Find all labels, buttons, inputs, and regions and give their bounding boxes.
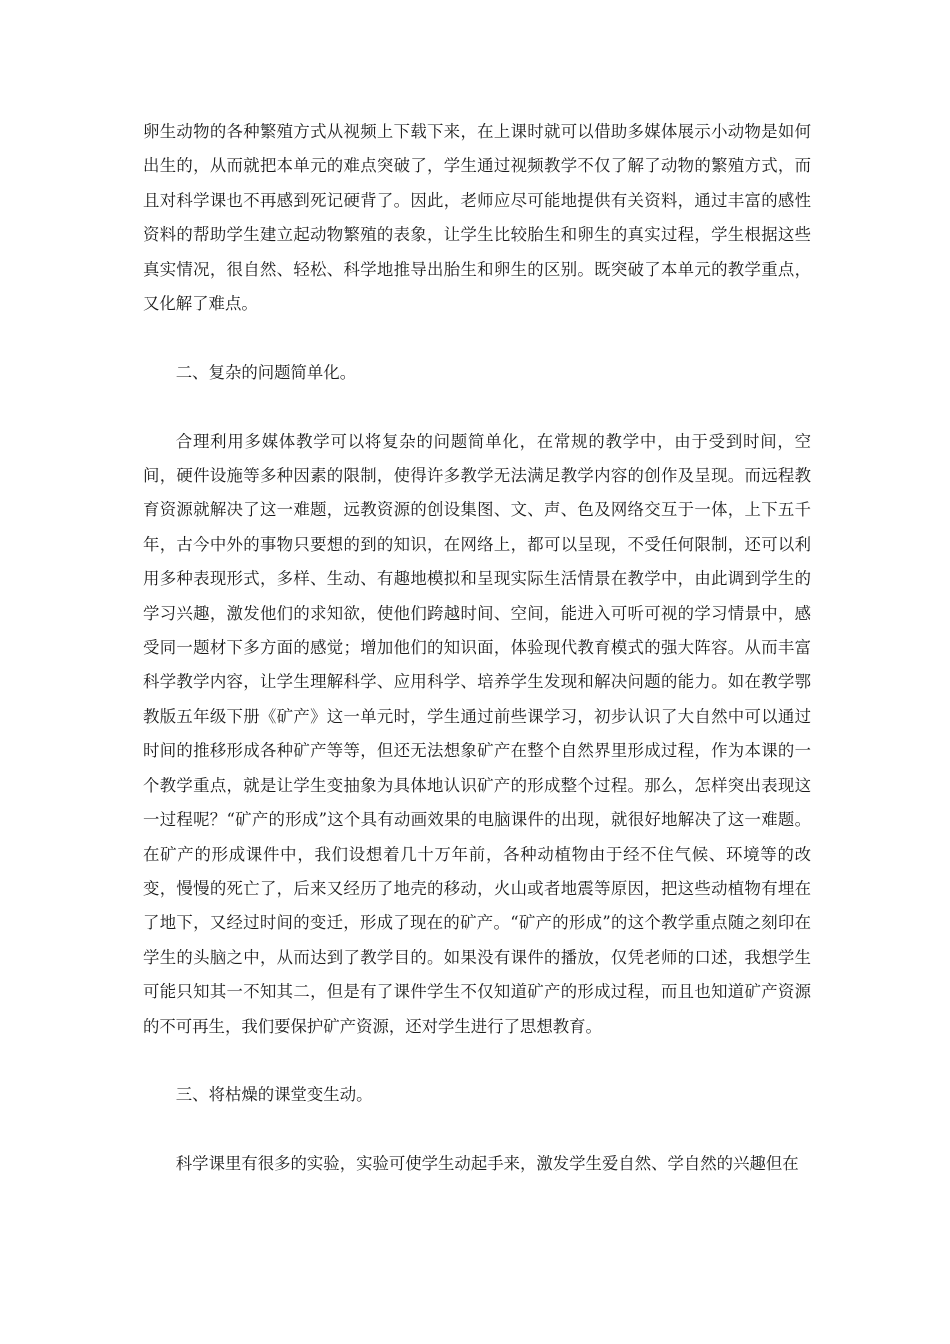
paragraph-section-2: 合理利用多媒体教学可以将复杂的问题简单化，在常规的教学中，由于受到时间，空间，硬件设施等多种因素的限制，使得许多教学无法满足教学内容的创作及呈现。而远程教育资源就解决了这一难题，远教资源的创设集图、文、声、色及网络交互于一体，上下五千年，古今中外的事物只要想的到的知识，在网络上，都可以呈现，不受任何限制，还可以利用多种表现形式，多样、生动、有趣地模拟和呈现实际生活情景在教学中，由此调到学生的学习兴趣，激发他们的求知欲，使他们跨越时间、空间，能进入可听可视的学习情景中，感受同一题材下多方面的感觉；增加他们的知识面，体验现代教育模式的强大阵容。从而丰富科学教学内容，让学生理解科学、应用科学、培养学生发现和解决问题的能力。如在教学鄂教版五年级下册《矿产》这一单元时，学生通过前些课学习，初步认识了大自然中可以通过时间的推移形成各种矿产等等，但还无法想象矿产在整个自然界里形成过程，作为本课的一个教学重点，就是让学生变抽象为具体地认识矿产的形成整个过程。那么，怎样突出表现这一过程呢？“矿产的形成”这个具有动画效果的电脑课件的出现，就很好地解决了这一难题。在矿产的形成课件中，我们设想着几十万年前，各种动植物由于经不住气候、环境等的改变，慢慢的死亡了，后来又经历了地壳的移动，火山或者地震等原因，把这些动植物有埋在了地下，又经过时间的变迁，形成了现在的矿产。“矿产的形成”的这个教学重点随之刻印在学生的头脑之中，从而达到了教学目的。如果没有课件的播放，仅凭老师的口述，我想学生可能只知其一不知其二，但是有了课件学生不仅知道矿产的形成过程，而且也知道矿产资源的不可再生，我们要保护矿产资源，还对学生进行了思想教育。 xyxy=(143,431,811,1036)
document-body xyxy=(143,115,811,1182)
section-heading-2: 二、复杂的问题简单化。 xyxy=(175,362,357,382)
paragraph-spacer xyxy=(143,1113,811,1147)
paragraph-continuation: 卵生动物的各种繁殖方式从视频上下载下来，在上课时就可以借助多媒体展示小动物是如何出生的，从而就把本单元的难点突破了，学生通过视频教学不仅了解了动物的繁殖方式，而且对科学课也不再感到死记硬背了。因此，老师应尽可能地提供有关资料，通过丰富的感性资料的帮助学生建立起动物繁殖的表象，让学生比较胎生和卵生的真实过程，学生根据这些真实情况，很自然、轻松、科学地推导出胎生和卵生的区别。既突破了本单元的教学重点，又化解了难点。 xyxy=(143,122,811,314)
paragraph-spacer xyxy=(143,390,811,424)
paragraph-spacer xyxy=(143,321,811,355)
paragraph-spacer xyxy=(143,1044,811,1078)
paragraph-section-3: 科学课里有很多的实验，实验可使学生动起手来，激发学生爱自然、学自然的兴趣但在 xyxy=(175,1154,799,1174)
section-heading-3: 三、将枯燥的课堂变生动。 xyxy=(175,1085,373,1105)
